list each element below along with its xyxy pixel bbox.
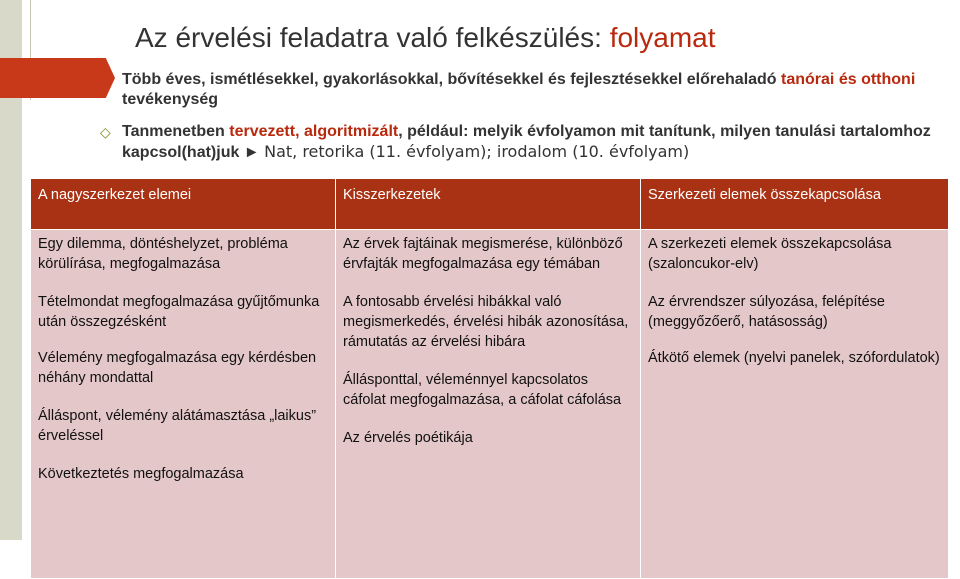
slide-title-main: Az érvelési feladatra való felkészülés: bbox=[135, 22, 610, 53]
structure-table bbox=[30, 178, 949, 579]
column-macrostructure bbox=[31, 230, 336, 579]
list-item: A fontosabb érvelési hibákkal való megismerkedés, érvelési hibák azonosítása, rámutatás az érvelési hibára bbox=[343, 294, 629, 350]
bullet-2 bbox=[100, 122, 937, 163]
bullet-1 bbox=[122, 70, 937, 110]
list-item: Vélemény megfogalmazása egy kérdésben néhány mondattal bbox=[38, 350, 317, 386]
bullet-2-red: tervezett, algoritmizált bbox=[229, 123, 399, 140]
list-item: Álláspont, vélemény alátámasztása „laikus” érveléssel bbox=[38, 408, 317, 444]
column-microstructures bbox=[336, 230, 641, 579]
table-header-row bbox=[31, 179, 949, 230]
list-item: Tételmondat megfogalmazása gyűjtőmunka után összegzésként bbox=[38, 294, 320, 330]
bullet-2-text-b: , például: melyik évfolyamon mit tanítunk, milyen tanulási tartalomhoz kapcsol(hat)juk ► bbox=[122, 123, 931, 161]
table-row bbox=[31, 230, 949, 579]
bullet-2-text-c: Nat, retorika (11. évfolyam); irodalom (10. évfolyam) bbox=[264, 142, 690, 161]
list-item: Az érvrendszer súlyozása, felépítése (meggyőzőerő, hatásosság) bbox=[648, 294, 885, 330]
list-item: Az érvelés poétikája bbox=[343, 430, 473, 446]
header-cell: Szerkezeti elemek összekapcsolása bbox=[641, 179, 949, 230]
list-item: Következtetés megfogalmazása bbox=[38, 466, 244, 482]
slide-title-accent: folyamat bbox=[609, 22, 716, 53]
bullet-1-text-b: tevékenység bbox=[122, 91, 219, 108]
list-item: Átkötő elemek (nyelvi panelek, szófordulatok) bbox=[648, 350, 940, 366]
header-cell: A nagyszerkezet elemei bbox=[31, 179, 336, 230]
title-accent-tab bbox=[0, 58, 115, 98]
list-item: A szerkezeti elemek összekapcsolása (szaloncukor-elv) bbox=[648, 236, 892, 272]
list-item: Állásponttal, véleménnyel kapcsolatos cáfolat megfogalmazása, a cáfolat cáfolása bbox=[343, 372, 622, 408]
header-cell: Kisszerkezetek bbox=[336, 179, 641, 230]
bullet-1-text-a: Több éves, ismétlésekkel, gyakorlásokkal, bővítésekkel és fejlesztésekkel előrehaladó bbox=[122, 71, 782, 88]
column-linking bbox=[641, 230, 949, 579]
list-item: Az érvek fajtáinak megismerése, különböző érvfajták megfogalmazása egy témában bbox=[343, 236, 623, 272]
bullet-1-red: tanórai és otthoni bbox=[781, 71, 916, 88]
slide-title bbox=[135, 22, 716, 54]
list-item: Egy dilemma, döntéshelyzet, probléma körülírása, megfogalmazása bbox=[38, 236, 288, 272]
bullet-2-text-a: Tanmenetben bbox=[122, 123, 230, 140]
diamond-outline-icon: ◇ bbox=[100, 124, 111, 140]
